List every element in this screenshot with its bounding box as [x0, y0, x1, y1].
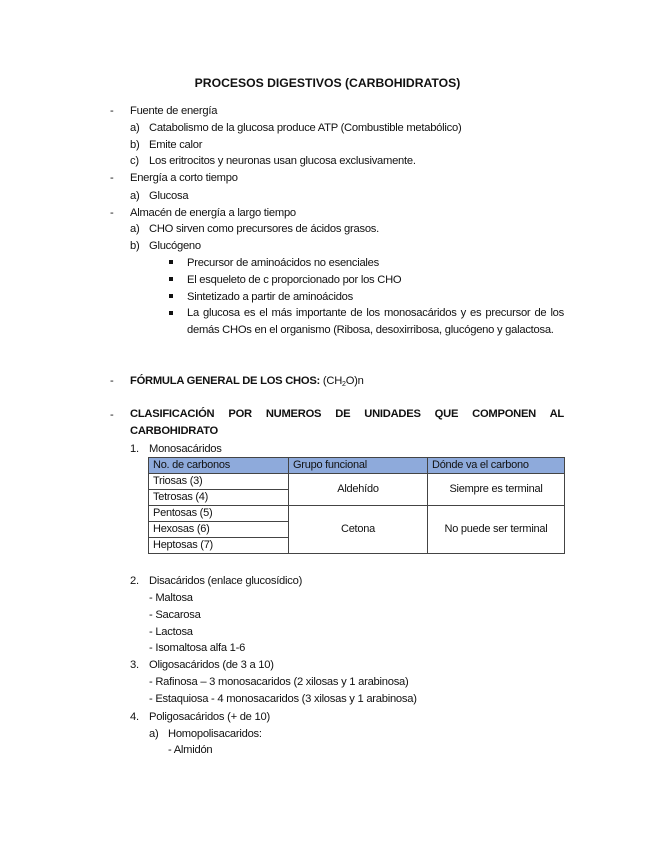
list-item-monosacaridos: Monosacáridos: [149, 443, 222, 455]
column-header: Dónde va el carbono: [428, 458, 565, 474]
table-cell: Tetrosas (4): [149, 490, 289, 506]
section-almacen-energia: Almacén de energía a largo tiempo: [130, 207, 296, 219]
carbon-classification-table: [148, 457, 565, 554]
section-fuente-energia: Fuente de energía: [130, 105, 218, 117]
list-item: Los eritrocitos y neuronas usan glucosa exclusivamente.: [149, 155, 416, 167]
bullet-item: El esqueleto de c proporcionado por los CHO: [187, 274, 402, 286]
table-cell-functional: Cetona: [289, 506, 428, 554]
list-marker: 3.: [130, 659, 139, 671]
bullet-icon: [169, 260, 173, 264]
list-item-oligosacaridos: Oligosacáridos (de 3 a 10): [149, 659, 274, 671]
classification-heading: CLASIFICACIÓN POR NUMEROS DE UNIDADES QUE COMPONEN AL CARBOHIDRATO: [130, 408, 564, 437]
dash-marker: -: [110, 207, 114, 219]
table-cell-functional: Aldehído: [289, 474, 428, 506]
table-cell: Hexosas (6): [149, 522, 289, 538]
list-marker: a): [130, 223, 140, 235]
bullet-item-paragraph: La glucosa es el más importante de los monosacáridos y es precursor de los demás CHOs en el organismo (Ribosa, desoxirribosa, glucógeno y galactosa.: [187, 307, 564, 336]
list-marker: a): [149, 728, 159, 740]
bullet-item: Precursor de aminoácidos no esenciales: [187, 257, 379, 269]
list-marker: b): [130, 139, 140, 151]
dash-marker: -: [110, 172, 114, 184]
list-item-disacaridos: Disacáridos (enlace glucosídico): [149, 575, 303, 587]
table-cell: Heptosas (7): [149, 538, 289, 554]
table-row: [149, 474, 565, 490]
bullet-item: Sintetizado a partir de aminoácidos: [187, 291, 354, 303]
list-marker: c): [130, 155, 139, 167]
sub-item: - Sacarosa: [149, 609, 201, 621]
table-cell: Pentosas (5): [149, 506, 289, 522]
formula-label: FÓRMULA GENERAL DE LOS CHOS:: [130, 375, 321, 387]
list-item-polisacaridos: Poligosacáridos (+ de 10): [149, 711, 270, 723]
list-item: Glucógeno: [149, 240, 201, 252]
sub-item: - Maltosa: [149, 592, 193, 604]
formula-prefix: (CH: [322, 375, 343, 387]
list-marker: a): [130, 122, 140, 134]
table-cell-position: Siempre es terminal: [428, 474, 565, 506]
dash-marker: -: [110, 375, 114, 387]
page-title: PROCESOS DIGESTIVOS (CARBOHIDRATOS): [194, 76, 461, 90]
list-marker: 1.: [130, 443, 139, 455]
list-marker: a): [130, 190, 140, 202]
section-energia-corto: Energía a corto tiempo: [130, 172, 238, 184]
formula-subscript: 2: [342, 381, 346, 388]
list-item-homopolisacaridos: Homopolisacaridos:: [168, 728, 262, 740]
list-marker: b): [130, 240, 140, 252]
column-header: Grupo funcional: [289, 458, 428, 474]
sub-item: - Estaquiosa - 4 monosacaridos (3 xilosas y 1 arabinosa): [149, 693, 417, 705]
table-row: [149, 506, 565, 522]
column-header: No. de carbonos: [149, 458, 289, 474]
dash-marker: -: [110, 105, 114, 117]
bullet-icon: [169, 277, 173, 281]
sub-item: - Isomaltosa alfa 1-6: [149, 642, 246, 654]
list-item: Glucosa: [149, 190, 189, 202]
bullet-icon: [169, 311, 173, 315]
sub-item: - Lactosa: [149, 626, 193, 638]
sub-item: - Rafinosa – 3 monosacaridos (2 xilosas y 1 arabinosa): [149, 676, 409, 688]
list-item: Catabolismo de la glucosa produce ATP (Combustible metabólico): [149, 122, 462, 134]
list-marker: 4.: [130, 711, 139, 723]
formula-line: [130, 374, 364, 392]
table-header-row: [149, 458, 565, 474]
table-cell-position: No puede ser terminal: [428, 506, 565, 554]
bullet-icon: [169, 294, 173, 298]
list-marker: 2.: [130, 575, 139, 587]
table-cell: Triosas (3): [149, 474, 289, 490]
formula-suffix: O)n: [345, 375, 364, 387]
dash-marker: -: [110, 409, 114, 421]
list-item: Emite calor: [149, 139, 203, 151]
list-item: CHO sirven como precursores de ácidos grasos.: [149, 223, 379, 235]
sub-item: - Almidón: [168, 744, 213, 756]
